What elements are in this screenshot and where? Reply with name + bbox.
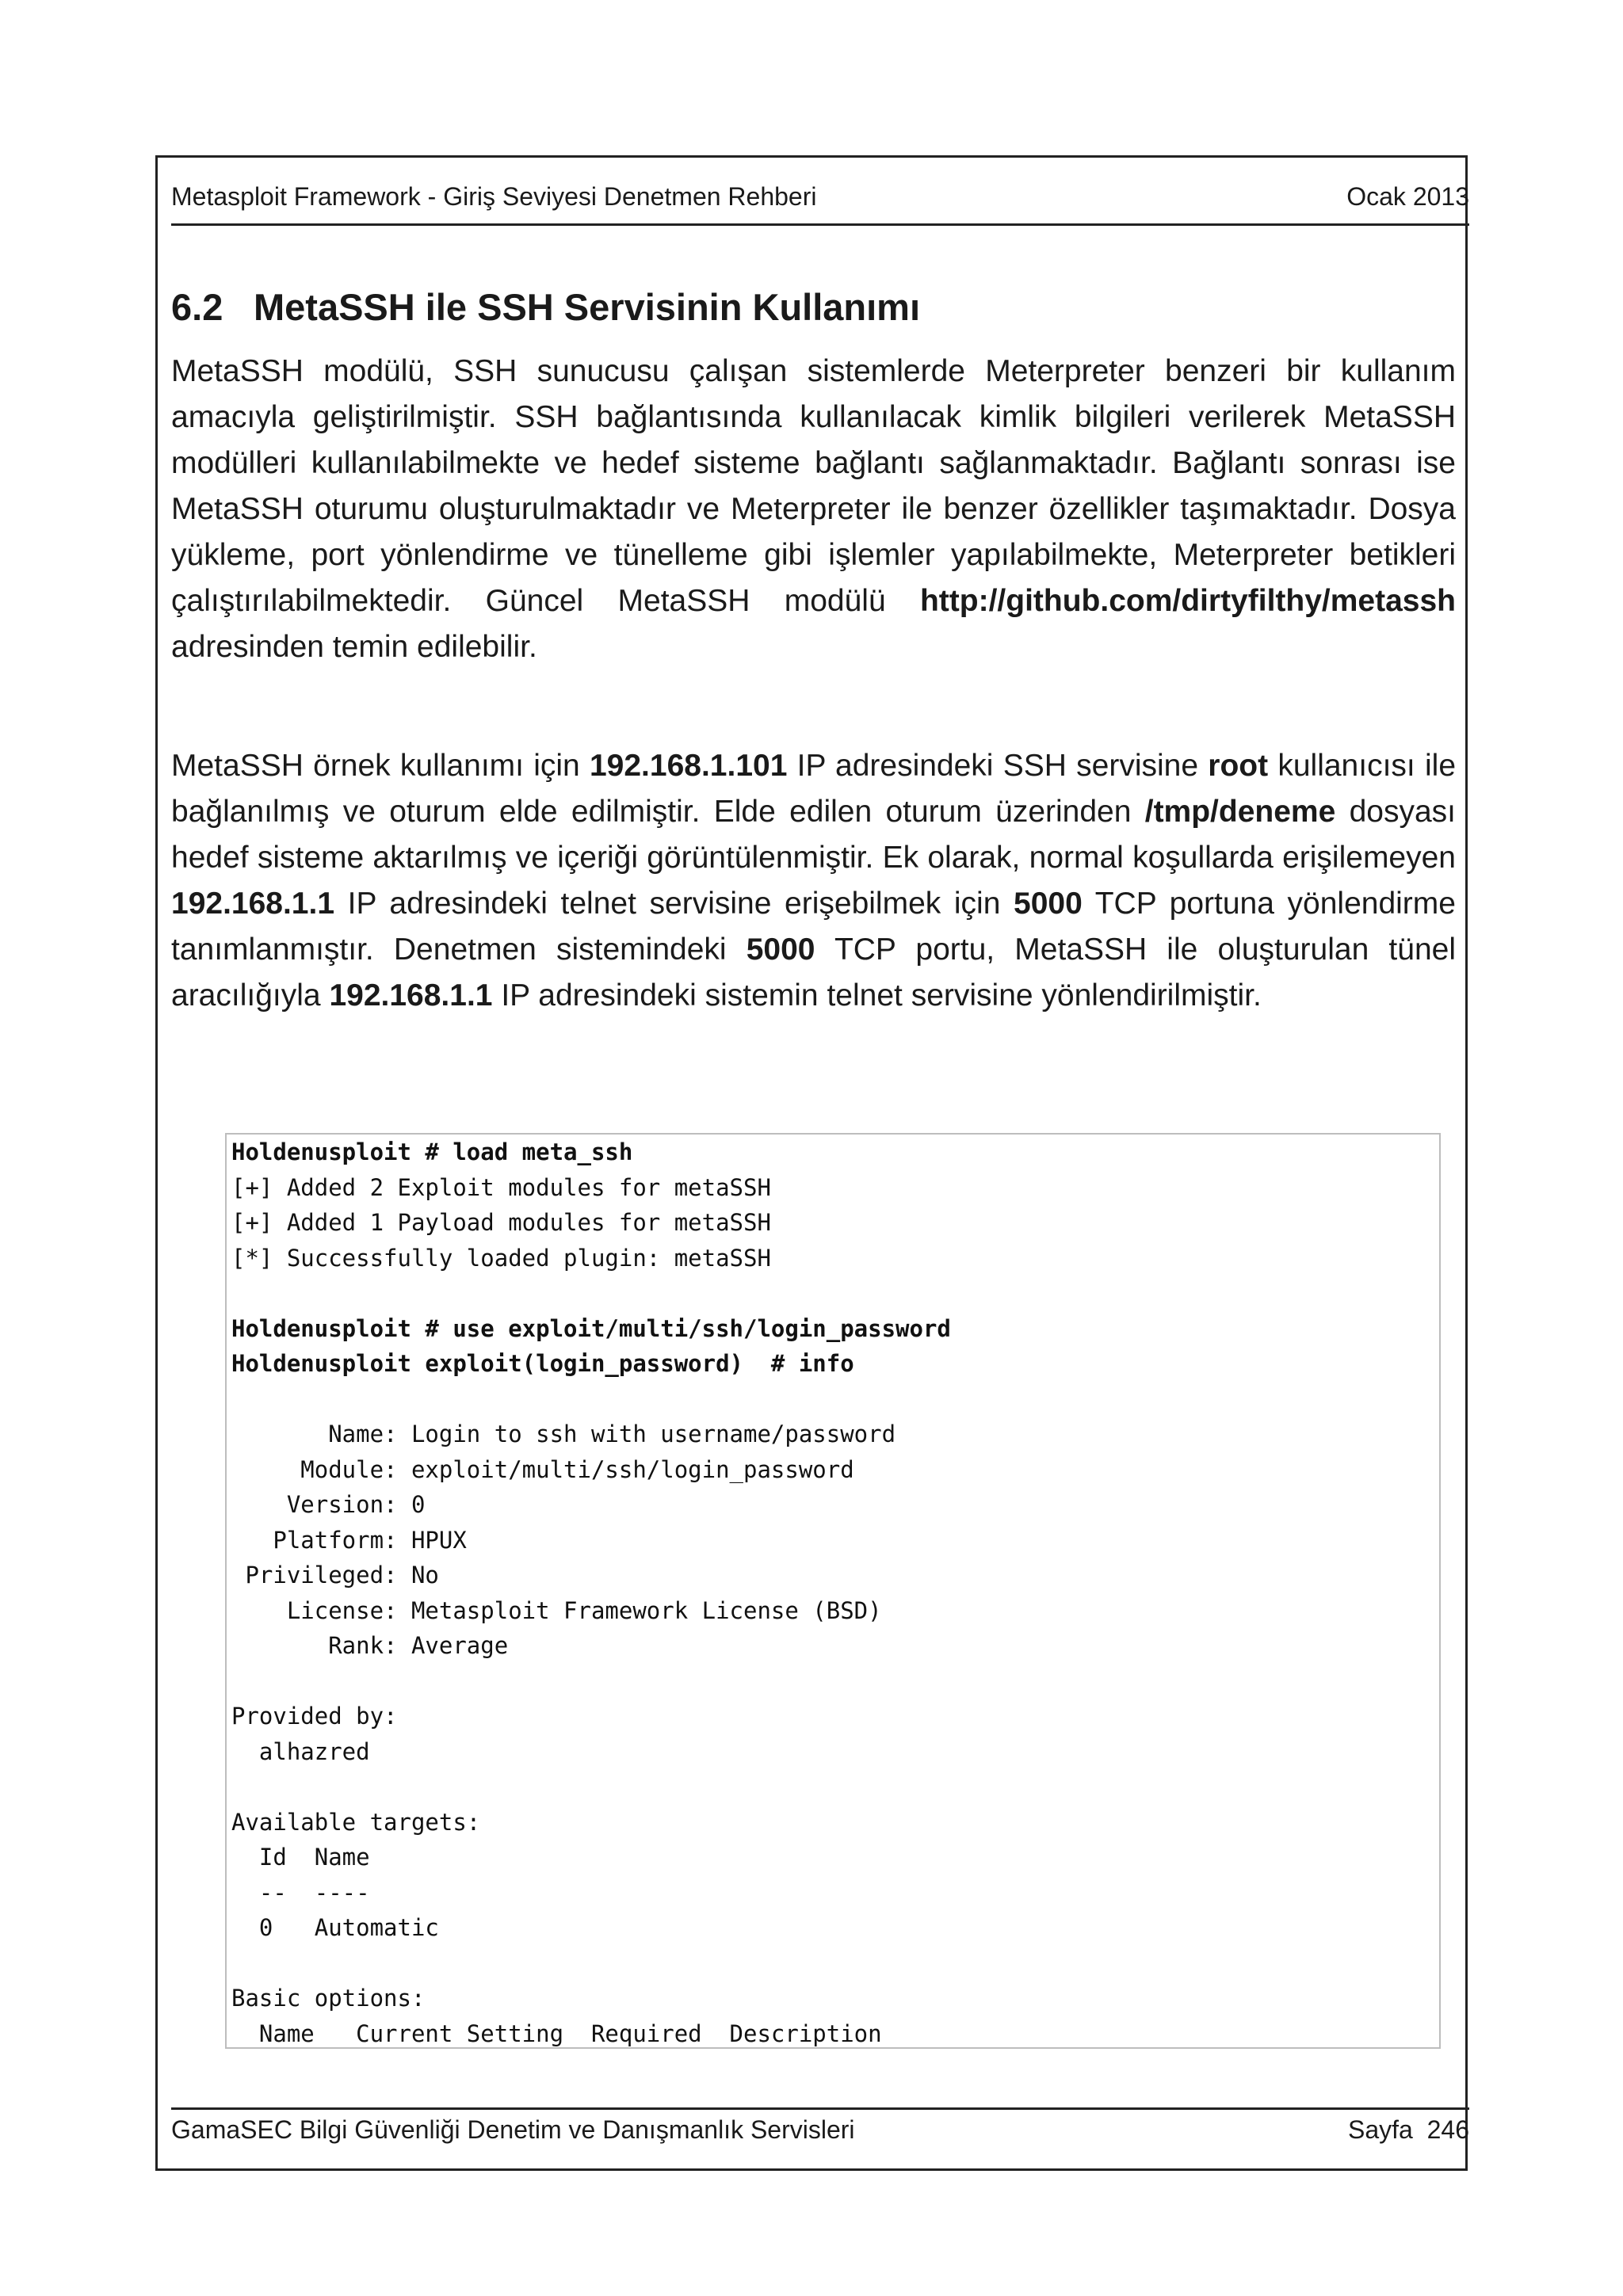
page-footer — [171, 2107, 1469, 2148]
footer-page — [1348, 2111, 1469, 2148]
code-line: [*] Successfully loaded plugin: metaSSH — [231, 1244, 771, 1272]
header-date: Ocak 2013 — [1346, 182, 1469, 211]
code-line: -- ---- — [231, 1878, 370, 1906]
code-line: Name: Login to ssh with username/password — [231, 1421, 896, 1447]
code-line: Holdenusploit exploit(login_password) # info — [231, 1350, 854, 1377]
code-line: Provided by: — [231, 1703, 398, 1730]
port-2: 5000 — [746, 933, 815, 967]
ip-address-1: 192.168.1.101 — [589, 749, 788, 783]
page-header — [171, 179, 1469, 226]
footer-page-label: Sayfa — [1348, 2115, 1413, 2144]
code-line: [+] Added 2 Exploit modules for metaSSH — [231, 1173, 771, 1201]
code-line: Holdenusploit # load meta_ssh — [231, 1138, 633, 1165]
port-1: 5000 — [1014, 887, 1083, 921]
section-number: 6.2 — [171, 286, 223, 328]
ip-address-3: 192.168.1.1 — [329, 978, 493, 1013]
code-line — [231, 1276, 1439, 1311]
code-line: Rank: Average — [231, 1632, 509, 1659]
footer-page-number: 246 — [1426, 2115, 1469, 2144]
paragraph-example-text-5: IP adresindeki telnet servisine erişebilmek için — [347, 887, 1001, 921]
code-line: Privileged: No — [231, 1562, 439, 1589]
header-title: Metasploit Framework - Giriş Seviyesi Denetmen Rehberi — [171, 182, 817, 211]
code-line: Holdenusploit # use exploit/multi/ssh/login_password — [231, 1314, 951, 1342]
code-line: Available targets: — [231, 1808, 481, 1836]
code-line: alhazred — [231, 1737, 370, 1765]
code-line: Platform: HPUX — [231, 1526, 467, 1554]
code-line — [231, 1382, 1439, 1417]
footer-company: GamaSEC Bilgi Güvenliği Denetim ve Danışmanlık Servisleri — [171, 2115, 855, 2144]
paragraph-example-text-8: IP adresindeki sistemin telnet servisine yönlendirilmiştir. — [501, 978, 1262, 1013]
file-path: /tmp/deneme — [1144, 795, 1336, 829]
metassh-link: http://github.com/dirtyfilthy/metassh — [919, 584, 1456, 618]
code-line: Version: 0 — [231, 1491, 426, 1518]
code-line: Id Name — [231, 1844, 370, 1871]
section-title — [171, 284, 920, 331]
paragraph-example-text-4: dosyası hedef sisteme aktarılmış ve içeriği görüntülenmiştir. Ek olarak, normal koşullarda erişilemeyen — [171, 795, 1456, 875]
code-line: [+] Added 1 Payload modules for metaSSH — [231, 1209, 771, 1236]
paragraph-example-text-7: TCP portu, MetaSSH ile oluşturulan tünel aracılığıyla — [171, 933, 1456, 1013]
code-line: 0 Automatic — [231, 1914, 439, 1941]
code-listing — [225, 1133, 1441, 2049]
paragraph-intro-tail: adresinden temin edilebilir. — [171, 630, 537, 664]
code-line — [231, 1946, 1439, 1981]
code-line — [231, 1664, 1439, 1699]
paragraph-intro-text: MetaSSH modülü, SSH sunucusu çalışan sistemlerde Meterpreter benzeri bir kullanım amacıyla geliştirilmiştir. SSH bağlantısında kullanılacak kimlik bilgileri verilerek MetaSSH modülleri kullanılabilmekte ve hedef sisteme bağlantı sağlanmaktadır. Bağlantı sonrası ise MetaSSH oturumu oluşturulmaktadır ve Meterpreter ile benzer özellikler taşımaktadır. Dosya yükleme, port yönlendirme ve tünelleme gibi işlemler yapılabilmekte, Meterpreter betikleri çalıştırılabilmektedir. Güncel MetaSSH modülü — [171, 354, 1456, 618]
paragraph-example-text-1: MetaSSH örnek kullanımı için — [171, 749, 580, 783]
ip-address-2: 192.168.1.1 — [171, 887, 335, 921]
paragraph-example-text-3: kullanıcısı ile bağlanılmış ve oturum elde edilmiştir. Elde edilen oturum üzerinden — [171, 749, 1457, 829]
code-line — [231, 1769, 1439, 1805]
code-line: Basic options: — [231, 1985, 426, 2012]
paragraph-example-text-2: IP adresindeki SSH servisine — [796, 749, 1199, 783]
paragraph-intro — [171, 349, 1456, 670]
user-root: root — [1208, 749, 1269, 783]
code-line: Name Current Setting Required Description — [231, 2019, 882, 2047]
code-line: Module: exploit/multi/ssh/login_password — [231, 1455, 854, 1483]
code-line: License: Metasploit Framework License (BSD) — [231, 1596, 882, 1624]
paragraph-example-text-6: TCP portuna yönlendirme tanımlanmıştır. Denetmen sistemindeki — [171, 887, 1456, 967]
section-title-text: MetaSSH ile SSH Servisinin Kullanımı — [254, 286, 921, 328]
paragraph-example — [171, 743, 1456, 1019]
